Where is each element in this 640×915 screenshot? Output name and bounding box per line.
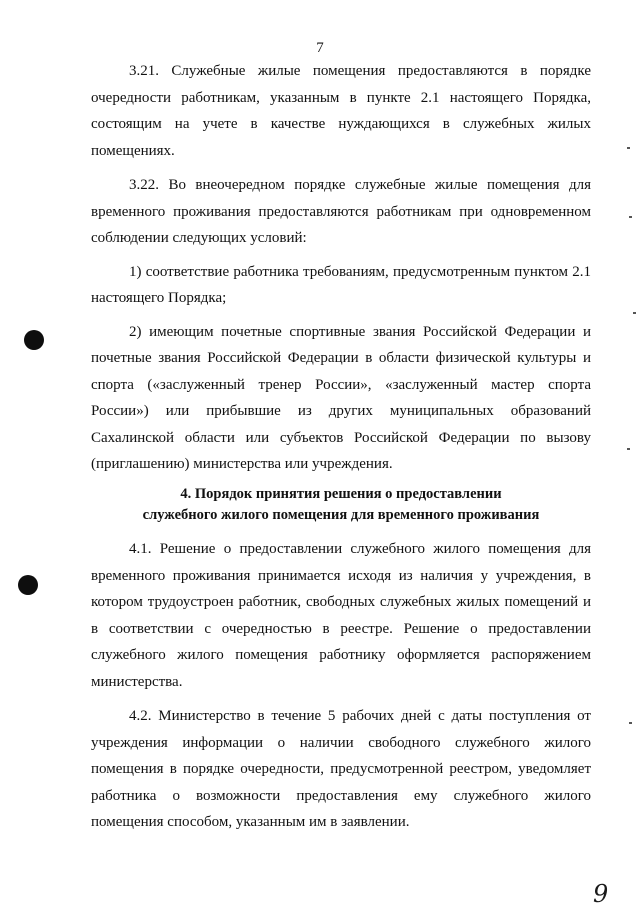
scan-speck	[633, 312, 636, 314]
paragraph-4-1: 4.1. Решение о предоставлении служебного жилого помещения для временного проживания принимается исходя из наличия у учреждения, в котором трудоустроен работник, свободных служебных жилых помещений и в соответствии с очередностью в реестре. Решение о предоставлении служебного жилого помещения работнику оформляется распоряжением министерства.	[91, 541, 591, 690]
section-heading-line-2: служебного жилого помещения для временного проживания	[142, 507, 540, 523]
text-block-bottom	[91, 536, 591, 836]
paragraph-condition-1: 1) соответствие работника требованиям, предусмотренным пунктом 2.1 настоящего Порядка;	[91, 263, 591, 306]
handwritten-page-mark: 9	[593, 880, 609, 908]
page-number: 7	[316, 40, 324, 56]
text-block-top	[91, 58, 591, 478]
paragraph-4-2: 4.2. Министерство в течение 5 рабочих дней с даты поступления от учреждения информации о наличии свободного служебного жилого помещения в порядке очередности, предусмотренной реестром, уведомляет работника о возможности предоставления ему служебного жилого помещения способом, указанным им в заявлении.	[91, 708, 591, 830]
paragraph-3-22: 3.22. Во внеочередном порядке служебные жилые помещения для временного проживания предоставляются работникам при одновременном соблюдении следующих условий:	[91, 177, 591, 246]
punch-hole-top	[24, 330, 44, 350]
scan-speck	[627, 147, 630, 149]
scan-speck	[629, 722, 632, 724]
punch-hole-bottom	[18, 575, 38, 595]
section-heading	[91, 484, 591, 526]
scan-speck	[627, 448, 630, 450]
paragraph-condition-2: 2) имеющим почетные спортивные звания Российской Федерации и почетные звания Российской Федерации в области физической культуры и спорта («заслуженный тренер России», «заслуженный мастер спорта России») или прибывшие из других муниципальных образований Сахалинской области или субъектов Российской Федерации по вызову (приглашению) министерства или учреждения.	[91, 323, 591, 472]
scan-speck	[629, 216, 632, 218]
section-heading-line-1: 4. Порядок принятия решения о предоставлении	[180, 486, 502, 502]
paragraph-3-21: 3.21. Служебные жилые помещения предоставляются в порядке очередности работникам, указанным в пункте 2.1 настоящего Порядка, состоящим на учете в качестве нуждающихся в служебных жилых помещениях.	[91, 63, 591, 159]
